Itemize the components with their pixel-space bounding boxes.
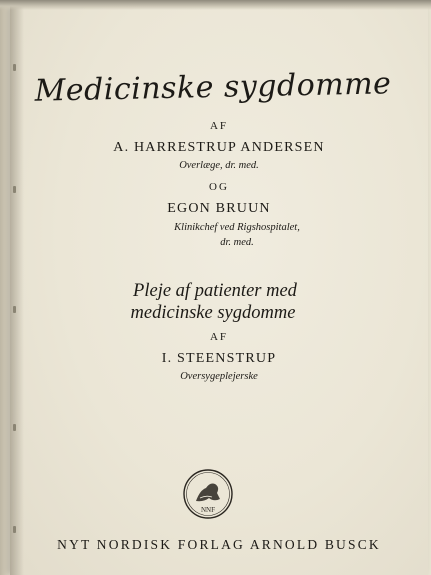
publisher-name: NYT NORDISK FORLAG ARNOLD BUSCK: [57, 537, 381, 552]
book-subtitle: medicinske sygdomme: [130, 303, 296, 323]
og-label: OG: [209, 181, 229, 193]
author-name: A. HARRESTRUP ANDERSEN: [113, 140, 325, 155]
top-edge-shadow: [0, 0, 431, 10]
author-role: dr. med.: [220, 237, 254, 248]
af-label: AF: [209, 331, 229, 343]
author-name: EGON BRUUN: [167, 201, 271, 216]
page-content: [10, 6, 428, 575]
author-role: Oversygeplejerske: [180, 371, 258, 382]
logo-text: NNF: [200, 506, 216, 514]
af-label: AF: [209, 120, 229, 132]
author-role: Overlæge, dr. med.: [179, 160, 259, 171]
title-page: [10, 6, 428, 575]
publisher-logo-icon: [182, 468, 234, 520]
author-role: Klinikchef ved Rigshospitalet,: [174, 222, 300, 233]
book-subtitle: Pleje af patienter med: [133, 281, 297, 301]
book-title: Medicinske sygdomme: [34, 66, 392, 109]
author-name: I. STEENSTRUP: [161, 351, 277, 366]
